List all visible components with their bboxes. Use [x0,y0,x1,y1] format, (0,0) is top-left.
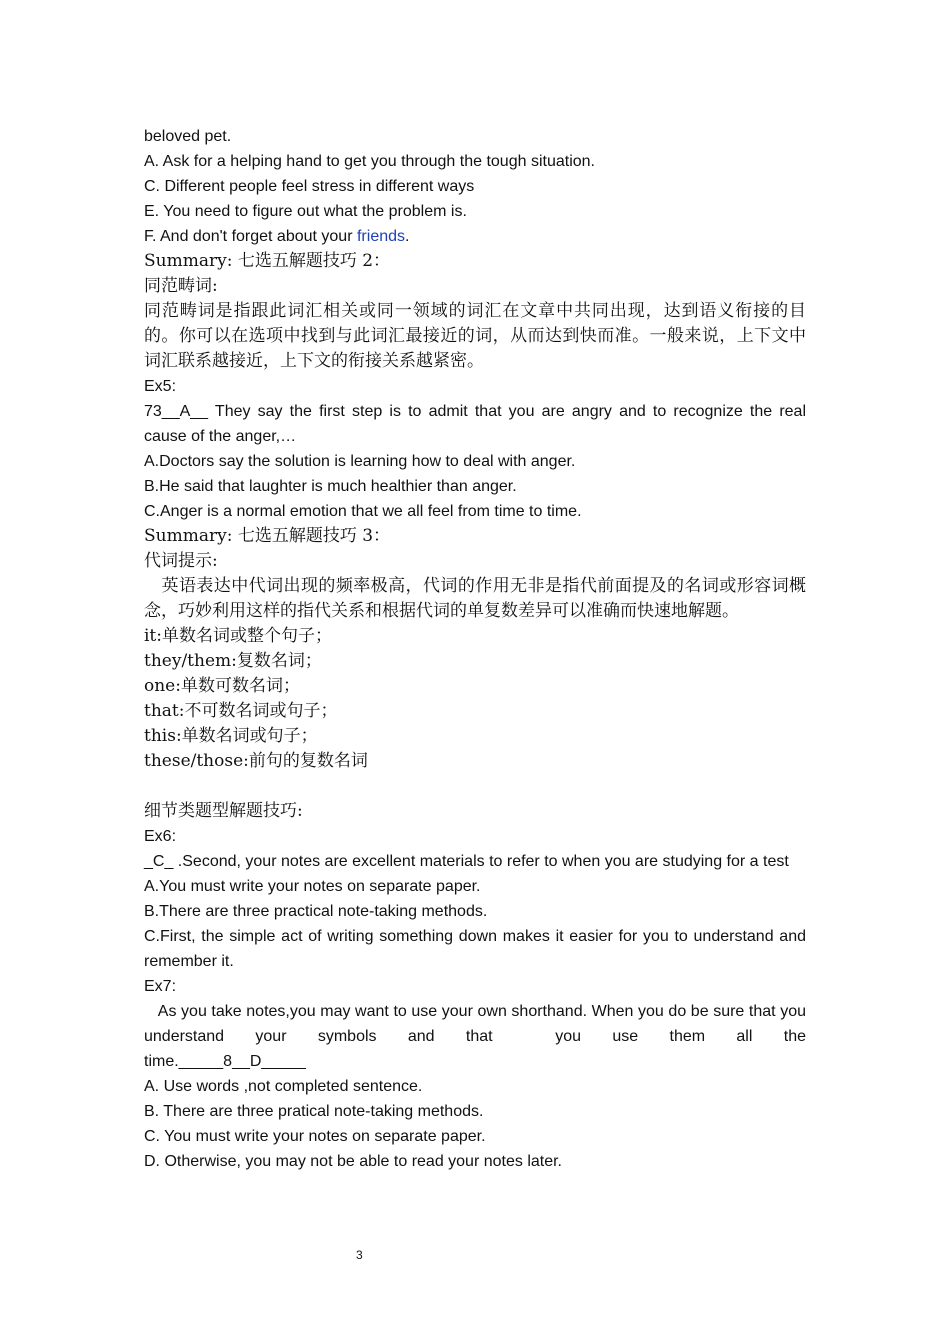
option-f-text: F. And don't forget about your [144,228,357,245]
pronoun-rule: that:不可数名词或句子； [144,701,338,721]
option-a-line: A. Use words ,not completed sentence. [144,1078,423,1095]
question-text: _C_ .Second, your notes are excellent materials to refer to when you are studying for a test [144,853,789,870]
paragraph: 同范畴词是指跟此词汇相关或同一领域的词汇在文章中共同出现，达到语义衔接的目的。你可以在选项中找到与此词汇最接近的词，从而达到快而准。一般来说，上下文中词汇联系越接近，上下文的衔接关系越紧密。 [144,301,806,371]
pronoun-rule: these/those:前句的复数名词 [144,751,368,771]
paragraph: 英语表达中代词出现的频率极高，代词的作用无非是指代前面提及的名词或形容词概念，巧妙利用这样的指代关系和根据代词的单复数差异可以准确而快速地解题。 [144,576,807,621]
example-label: Ex5: [144,378,177,395]
summary-heading-2: Summary: 七选五解题技巧 2： [144,251,391,271]
option-c-line: C. Different people feel stress in different ways [144,178,475,195]
pronoun-rule: they/them:复数名词； [144,651,322,671]
option-f-end: . [405,228,410,245]
section-heading: 代词提示: [144,551,218,571]
option-c-line: C.First, the simple act of writing something down makes it easier for you to understand and remember it. [144,928,811,970]
document-body [144,124,811,1174]
option-a-line: A. Ask for a helping hand to get you through the tough situation. [144,153,595,170]
option-b-line: B.There are three practical note-taking methods. [144,903,488,920]
pronoun-rule: one:单数可数名词； [144,676,300,696]
option-b-line: B.He said that laughter is much healthier than anger. [144,478,517,495]
summary-heading-3: Summary: 七选五解题技巧 3： [144,526,391,546]
example-label: Ex7: [144,978,177,995]
question-blank: time._____8__D_____ [144,1053,306,1070]
option-f-line [144,224,806,249]
pronoun-rule: this:单数名词或句子； [144,726,318,746]
option-c-line: C.Anger is a normal emotion that we all feel from time to time. [144,503,582,520]
blank-line [144,774,806,799]
option-e-line: E. You need to figure out what the problem is. [144,203,467,220]
option-a-line: A.Doctors say the solution is learning how to deal with anger. [144,453,576,470]
question-text: As you take notes,you may want to use your own shorthand. When you do be sure that you understand your symbols and that you use them all the [144,1003,811,1045]
friends-link[interactable]: friends [356,228,406,245]
section-heading: 同范畴词: [144,276,218,296]
option-c-line: C. You must write your notes on separate paper. [144,1128,486,1145]
pronoun-rule: it:单数名词或整个句子； [144,626,332,646]
option-a-line: A.You must write your notes on separate paper. [144,878,481,895]
option-d-line: D. Otherwise, you may not be able to read your notes later. [144,1153,562,1170]
text-line: beloved pet. [144,128,232,145]
section-heading: 细节类题型解题技巧: [144,801,303,821]
option-b-line: B. There are three pratical note-taking methods. [144,1103,484,1120]
page-number: 3 [356,1248,363,1262]
example-label: Ex6: [144,828,177,845]
question-text: 73__A__ They say the first step is to admit that you are angry and to recognize the real cause of the anger,… [144,403,811,445]
